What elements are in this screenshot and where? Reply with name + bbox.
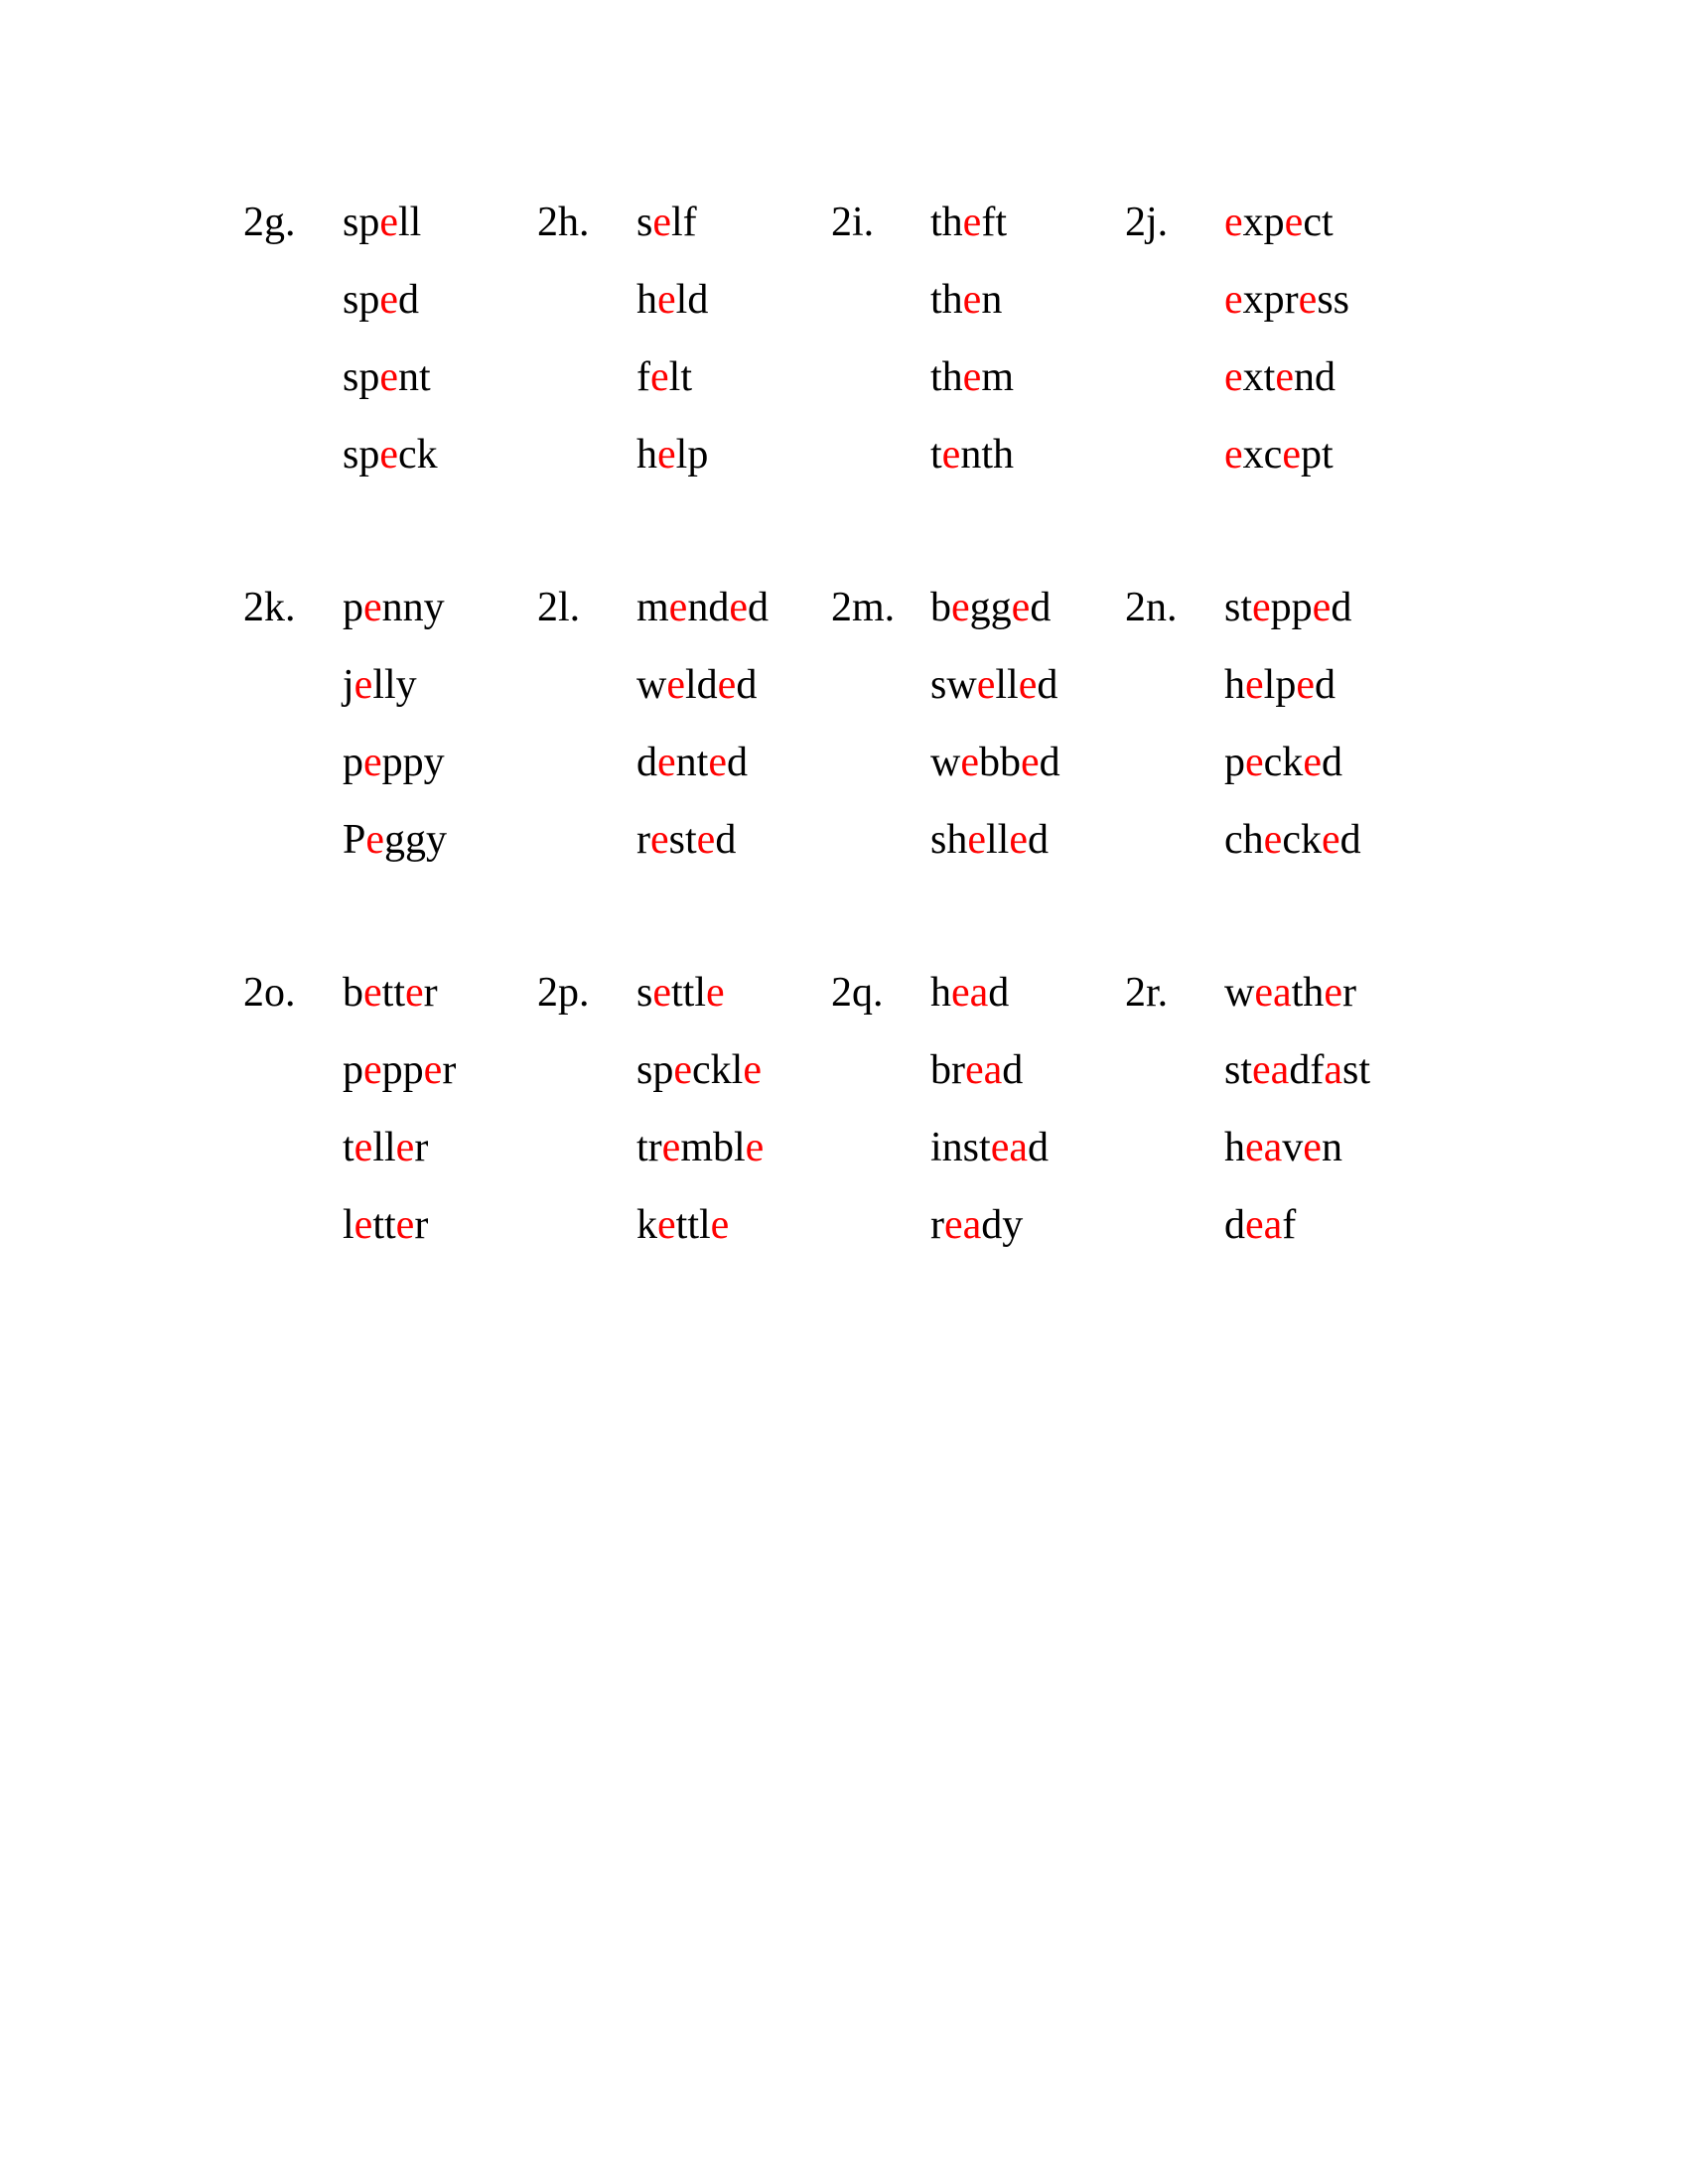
- word-segment: d: [1224, 1202, 1245, 1248]
- word-segment: d: [1321, 740, 1342, 785]
- word-segment: d: [1331, 585, 1352, 630]
- highlighted-vowel: e: [405, 970, 424, 1016]
- word-segment: w: [1224, 970, 1255, 1016]
- highlighted-vowel: e: [379, 200, 399, 245]
- highlighted-vowel: ea: [1245, 1125, 1283, 1170]
- word-segment: nd: [1293, 354, 1336, 400]
- word-list: [1224, 569, 1361, 879]
- word-segment: ggy: [384, 817, 448, 863]
- word-segment: ll: [986, 817, 1010, 863]
- highlighted-vowel: e: [668, 585, 688, 630]
- word-segment: s: [636, 200, 653, 245]
- word-segment: tt: [372, 1202, 396, 1248]
- word: [636, 1186, 764, 1264]
- highlighted-vowel: e: [1263, 817, 1283, 863]
- word-segment: tr: [636, 1125, 662, 1170]
- highlighted-vowel: e: [1282, 432, 1301, 478]
- highlighted-vowel: e: [1252, 585, 1271, 630]
- word-segment: w: [636, 662, 667, 708]
- highlighted-vowel: e: [1021, 740, 1040, 785]
- word: [1224, 724, 1361, 801]
- word-list: [636, 954, 764, 1264]
- word: [930, 801, 1060, 879]
- word: [1224, 646, 1361, 724]
- highlighted-vowel: e: [729, 585, 748, 630]
- word-segment: xpr: [1242, 277, 1299, 323]
- word-segment: h: [636, 277, 657, 323]
- word-segment: lly: [372, 662, 417, 708]
- highlighted-vowel: e: [395, 1202, 415, 1248]
- highlighted-vowel: e: [652, 200, 672, 245]
- group-label: 2o.: [243, 970, 296, 1016]
- word-segment: pp: [381, 1047, 424, 1093]
- word-list: [343, 569, 447, 879]
- word: [930, 646, 1060, 724]
- word-segment: h: [636, 432, 657, 478]
- word-segment: th: [930, 200, 963, 245]
- word-segment: nth: [960, 432, 1014, 478]
- word-segment: h: [930, 970, 951, 1016]
- highlighted-vowel: ea: [1245, 1202, 1283, 1248]
- word: [636, 416, 708, 493]
- highlighted-vowel: e: [962, 200, 982, 245]
- word: [1224, 1109, 1370, 1186]
- word-group: [243, 569, 541, 896]
- word-segment: r: [414, 1202, 429, 1248]
- word-segment: ckl: [692, 1047, 744, 1093]
- highlighted-vowel: e: [1224, 432, 1243, 478]
- highlighted-vowel: ea: [951, 970, 989, 1016]
- word-segment: d: [1028, 817, 1050, 863]
- word: [343, 339, 438, 416]
- highlighted-vowel: ea: [1252, 1047, 1290, 1093]
- highlighted-vowel: e: [363, 1047, 382, 1093]
- word-segment: xp: [1242, 200, 1285, 245]
- word-segment: h: [1224, 662, 1245, 708]
- word-group: [831, 184, 1129, 511]
- word-segment: br: [930, 1047, 965, 1093]
- word-segment: P: [343, 817, 366, 863]
- group-label: 2j.: [1125, 200, 1169, 245]
- highlighted-vowel: e: [666, 662, 685, 708]
- word-segment: mbl: [680, 1125, 746, 1170]
- word: [1224, 954, 1370, 1031]
- highlighted-vowel: e: [1324, 970, 1342, 1016]
- word-list: [930, 569, 1060, 879]
- word-group: [537, 954, 835, 1282]
- highlighted-vowel: e: [652, 970, 672, 1016]
- word: [1224, 339, 1349, 416]
- word: [343, 646, 447, 724]
- word-segment: ss: [1317, 277, 1350, 323]
- word-segment: ttl: [671, 970, 707, 1016]
- word-group: [243, 184, 541, 511]
- word-list: [930, 184, 1014, 493]
- highlighted-vowel: e: [710, 1202, 730, 1248]
- word-segment: lp: [675, 432, 709, 478]
- word-segment: nt: [675, 740, 709, 785]
- word: [343, 724, 447, 801]
- word: [636, 261, 708, 339]
- highlighted-vowel: e: [353, 662, 373, 708]
- word-segment: ld: [675, 277, 709, 323]
- word-list: [343, 184, 438, 493]
- word: [343, 1186, 456, 1264]
- word-segment: ft: [981, 200, 1007, 245]
- word-segment: sp: [343, 277, 380, 323]
- word: [1224, 801, 1361, 879]
- word-segment: sp: [343, 200, 380, 245]
- highlighted-vowel: e: [650, 354, 669, 400]
- highlighted-vowel: e: [363, 585, 382, 630]
- highlighted-vowel: ea: [1254, 970, 1292, 1016]
- word-segment: pp: [1270, 585, 1313, 630]
- word: [636, 339, 708, 416]
- highlighted-vowel: e: [1298, 277, 1318, 323]
- word: [930, 184, 1014, 261]
- word: [636, 1109, 764, 1186]
- highlighted-vowel: e: [365, 817, 385, 863]
- highlighted-vowel: e: [353, 1125, 373, 1170]
- word-segment: p: [343, 585, 363, 630]
- highlighted-vowel: e: [363, 740, 382, 785]
- word-segment: ct: [1303, 200, 1334, 245]
- word: [1224, 569, 1361, 646]
- word-list: [636, 184, 708, 493]
- group-label: 2g.: [243, 200, 296, 245]
- word-group: [243, 954, 541, 1282]
- highlighted-vowel: ea: [965, 1047, 1003, 1093]
- word-segment: d: [1027, 1125, 1049, 1170]
- group-label: 2r.: [1125, 970, 1169, 1016]
- highlighted-vowel: e: [951, 585, 970, 630]
- word-segment: th: [930, 277, 963, 323]
- word-segment: j: [343, 662, 354, 708]
- word-list: [1224, 184, 1349, 493]
- word-segment: d: [736, 662, 758, 708]
- word-segment: ck: [1263, 740, 1304, 785]
- highlighted-vowel: e: [1296, 662, 1315, 708]
- word-list: [1224, 954, 1370, 1264]
- word-segment: d: [636, 740, 657, 785]
- highlighted-vowel: e: [379, 354, 399, 400]
- word-segment: d: [1030, 585, 1052, 630]
- word-segment: df: [1289, 1047, 1325, 1093]
- highlighted-vowel: e: [1303, 740, 1322, 785]
- word: [1224, 1186, 1370, 1264]
- word-segment: l: [343, 1202, 354, 1248]
- word-group: [1125, 184, 1423, 511]
- word-segment: d: [1002, 1047, 1024, 1093]
- word-segment: m: [636, 585, 669, 630]
- word: [636, 801, 769, 879]
- highlighted-vowel: e: [1284, 200, 1304, 245]
- word-segment: bb: [979, 740, 1021, 785]
- word: [636, 569, 769, 646]
- word: [343, 954, 456, 1031]
- highlighted-vowel: e: [657, 277, 676, 323]
- word-segment: h: [1224, 1125, 1245, 1170]
- group-label: 2i.: [831, 200, 875, 245]
- word-segment: m: [981, 354, 1014, 400]
- word-list: [930, 954, 1049, 1264]
- group-label: 2k.: [243, 585, 296, 630]
- word-segment: ttl: [675, 1202, 711, 1248]
- highlighted-vowel: e: [379, 277, 399, 323]
- group-label: 2l.: [537, 585, 581, 630]
- word: [930, 1031, 1049, 1109]
- exercise-row: [0, 184, 1688, 511]
- word-segment: xt: [1242, 354, 1276, 400]
- word-segment: d: [398, 277, 420, 323]
- word: [930, 416, 1014, 493]
- highlighted-vowel: e: [962, 277, 982, 323]
- highlighted-vowel: e: [745, 1125, 765, 1170]
- word-segment: r: [636, 817, 650, 863]
- word-segment: p: [1224, 740, 1245, 785]
- word-segment: t: [343, 1125, 354, 1170]
- highlighted-vowel: e: [1312, 585, 1332, 630]
- word-segment: ld: [685, 662, 718, 708]
- word-segment: k: [636, 1202, 657, 1248]
- highlighted-vowel: e: [1321, 817, 1340, 863]
- word-segment: ck: [1282, 817, 1322, 863]
- group-label: 2m.: [831, 585, 896, 630]
- highlighted-vowel: e: [706, 970, 725, 1016]
- word-segment: b: [343, 970, 363, 1016]
- word-segment: ll: [372, 1125, 396, 1170]
- word-group: [1125, 954, 1423, 1282]
- word: [636, 954, 764, 1031]
- word: [1224, 261, 1349, 339]
- exercise-row: [0, 954, 1688, 1282]
- highlighted-vowel: e: [1224, 200, 1243, 245]
- highlighted-vowel: e: [960, 740, 979, 785]
- word-segment: r: [423, 970, 438, 1016]
- highlighted-vowel: e: [717, 662, 737, 708]
- word-segment: d: [1037, 662, 1058, 708]
- word-segment: st: [668, 817, 697, 863]
- highlighted-vowel: a: [1324, 1047, 1342, 1093]
- highlighted-vowel: e: [650, 817, 669, 863]
- word-segment: tt: [381, 970, 405, 1016]
- word-segment: sh: [930, 817, 968, 863]
- word: [636, 646, 769, 724]
- highlighted-vowel: e: [1009, 817, 1029, 863]
- word: [930, 261, 1014, 339]
- group-label: 2h.: [537, 200, 590, 245]
- word: [343, 569, 447, 646]
- word: [930, 724, 1060, 801]
- word-segment: st: [1224, 585, 1253, 630]
- word-segment: pt: [1300, 432, 1334, 478]
- word-segment: d: [715, 817, 737, 863]
- word-segment: sp: [636, 1047, 674, 1093]
- highlighted-vowel: ea: [990, 1125, 1028, 1170]
- word-segment: st: [1341, 1047, 1370, 1093]
- word-segment: dy: [981, 1202, 1024, 1248]
- word-segment: p: [343, 740, 363, 785]
- word: [1224, 1031, 1370, 1109]
- highlighted-vowel: e: [1245, 662, 1264, 708]
- word-segment: nd: [687, 585, 730, 630]
- highlighted-vowel: ea: [944, 1202, 982, 1248]
- word: [636, 724, 769, 801]
- group-label: 2p.: [537, 970, 590, 1016]
- highlighted-vowel: e: [673, 1047, 693, 1093]
- highlighted-vowel: e: [743, 1047, 762, 1093]
- highlighted-vowel: e: [657, 740, 676, 785]
- word-segment: lf: [671, 200, 697, 245]
- word-segment: f: [636, 354, 650, 400]
- word-segment: th: [930, 354, 963, 400]
- highlighted-vowel: e: [1224, 277, 1243, 323]
- word-segment: ch: [1224, 817, 1264, 863]
- word-segment: d: [1314, 662, 1336, 708]
- word-segment: n: [981, 277, 1003, 323]
- exercise-row: [0, 569, 1688, 896]
- word-segment: nny: [381, 585, 445, 630]
- word: [930, 339, 1014, 416]
- group-label: 2q.: [831, 970, 884, 1016]
- word: [343, 184, 438, 261]
- word-segment: r: [414, 1125, 429, 1170]
- highlighted-vowel: e: [395, 1125, 415, 1170]
- highlighted-vowel: e: [962, 354, 982, 400]
- highlighted-vowel: e: [976, 662, 996, 708]
- highlighted-vowel: e: [708, 740, 727, 785]
- word-group: [537, 184, 835, 511]
- word-segment: sp: [343, 432, 380, 478]
- word-group: [1125, 569, 1423, 896]
- word-list: [636, 569, 769, 879]
- highlighted-vowel: e: [1224, 354, 1243, 400]
- highlighted-vowel: e: [379, 432, 399, 478]
- word-segment: ck: [398, 432, 438, 478]
- word-group: [537, 569, 835, 896]
- word-segment: lt: [668, 354, 692, 400]
- word-segment: v: [1282, 1125, 1304, 1170]
- word-segment: inst: [930, 1125, 991, 1170]
- word-segment: d: [1339, 817, 1361, 863]
- word-segment: d: [1039, 740, 1060, 785]
- word: [343, 801, 447, 879]
- highlighted-vowel: e: [1303, 1125, 1322, 1170]
- highlighted-vowel: e: [1018, 662, 1038, 708]
- highlighted-vowel: e: [661, 1125, 681, 1170]
- highlighted-vowel: e: [423, 1047, 443, 1093]
- word: [636, 184, 708, 261]
- word-list: [343, 954, 456, 1264]
- highlighted-vowel: e: [967, 817, 987, 863]
- word-segment: p: [343, 1047, 363, 1093]
- word-group: [831, 569, 1129, 896]
- word: [930, 1186, 1049, 1264]
- word: [1224, 416, 1349, 493]
- word: [343, 416, 438, 493]
- word-segment: sp: [343, 354, 380, 400]
- highlighted-vowel: e: [696, 817, 716, 863]
- word: [343, 261, 438, 339]
- word-segment: n: [1321, 1125, 1342, 1170]
- word-segment: r: [930, 1202, 944, 1248]
- word-segment: d: [747, 585, 769, 630]
- highlighted-vowel: e: [1275, 354, 1294, 400]
- highlighted-vowel: e: [363, 970, 382, 1016]
- word-segment: b: [930, 585, 951, 630]
- highlighted-vowel: e: [657, 1202, 676, 1248]
- word-segment: r: [442, 1047, 457, 1093]
- word-segment: w: [930, 740, 961, 785]
- highlighted-vowel: e: [353, 1202, 373, 1248]
- group-label: 2n.: [1125, 585, 1178, 630]
- word: [343, 1109, 456, 1186]
- word-segment: xc: [1242, 432, 1283, 478]
- word-segment: lp: [1263, 662, 1297, 708]
- word-segment: ppy: [381, 740, 445, 785]
- highlighted-vowel: e: [657, 432, 676, 478]
- highlighted-vowel: e: [941, 432, 961, 478]
- word-segment: t: [930, 432, 942, 478]
- word-group: [831, 954, 1129, 1282]
- word-segment: r: [1341, 970, 1356, 1016]
- word: [343, 1031, 456, 1109]
- word: [636, 1031, 764, 1109]
- word-segment: ll: [995, 662, 1019, 708]
- highlighted-vowel: e: [1245, 740, 1264, 785]
- word-segment: f: [1282, 1202, 1297, 1248]
- word: [1224, 184, 1349, 261]
- word-segment: st: [1224, 1047, 1253, 1093]
- word: [930, 1109, 1049, 1186]
- word: [930, 569, 1060, 646]
- word-segment: gg: [969, 585, 1012, 630]
- highlighted-vowel: e: [1011, 585, 1031, 630]
- word-segment: d: [988, 970, 1010, 1016]
- word-segment: nt: [398, 354, 431, 400]
- word-segment: s: [636, 970, 653, 1016]
- word-segment: th: [1291, 970, 1325, 1016]
- word-segment: ll: [398, 200, 422, 245]
- word-segment: sw: [930, 662, 977, 708]
- word-segment: d: [726, 740, 748, 785]
- word: [930, 954, 1049, 1031]
